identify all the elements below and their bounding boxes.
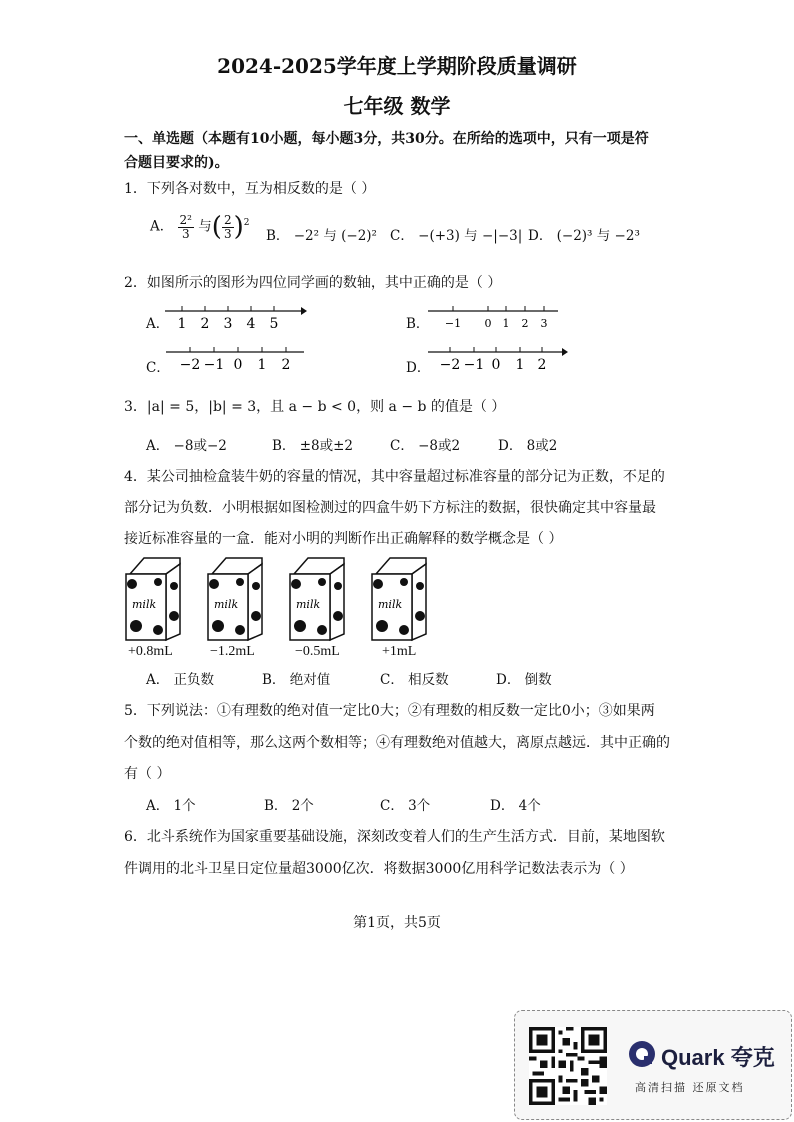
carton-value-1: +0.8mL (128, 644, 173, 659)
milk-carton-1 (124, 556, 186, 646)
tick-label: 3 (540, 317, 548, 330)
tick-label: 2 (281, 357, 291, 373)
q1-d-label: D． (528, 228, 553, 244)
carton-text: milk (378, 598, 403, 611)
tick-label: 4 (246, 316, 256, 332)
q2-b-label: B． (406, 316, 430, 332)
q6-line2: 件调用的北斗卫星日定位量超3000亿次．将数据3000亿用科学记数法表示为（ ） (124, 861, 634, 877)
q3-option-d: D． 8或2 (498, 438, 558, 454)
tick-label: 0 (233, 357, 243, 373)
carton-text: milk (132, 598, 157, 611)
axis-arrow (562, 348, 568, 356)
quark-tagline: 高清扫描 还原文档 (635, 1081, 745, 1094)
q1-a-exp: 2 (243, 218, 250, 228)
number-line-b (428, 303, 568, 337)
number-line-a (165, 303, 305, 337)
number-line-c (166, 344, 306, 378)
q1-a-label: A． (150, 218, 174, 235)
exam-subtitle: 七年级 数学 (343, 94, 451, 118)
quark-logo-icon (627, 1039, 657, 1073)
tick-label: 1 (502, 317, 510, 330)
q1-a-den2: 3 (223, 226, 232, 241)
q2-a-label: A． (146, 316, 170, 332)
carton-text: milk (296, 598, 321, 611)
tick-label: −1 (463, 357, 485, 373)
q3-option-b: B． ±8或±2 (272, 438, 354, 454)
q2-stem: 2．如图所示的图形为四位同学画的数轴，其中正确的是（ ） (124, 275, 502, 291)
milk-carton-4 (370, 556, 432, 646)
tick-label: −2 (179, 357, 201, 373)
q1-a-num2: 2 (223, 212, 232, 227)
q1-a-den: 3 (181, 226, 190, 241)
q2-c-label: C． (146, 360, 170, 376)
tick-label: 3 (223, 316, 233, 332)
q1-b-label: B． (266, 228, 290, 244)
q4-line3: 接近标准容量的一盒．能对小明的判断作出正确解释的数学概念是（ ） (124, 531, 563, 547)
tick-label: −2 (439, 357, 461, 373)
q6-line1: 6．北斗系统作为国家重要基础设施，深刻改变着人们的生产生活方式．目前，某地图软 (124, 829, 665, 845)
q5-option-a: A． 1个 (146, 798, 196, 814)
tick-label: 0 (491, 357, 501, 373)
q3-option-c: C． −8或2 (390, 438, 461, 454)
tick-label: −1 (203, 357, 225, 373)
q4-option-c: C． 相反数 (380, 672, 449, 688)
exam-title: 2024-2025学年度上学期阶段质量调研 (217, 54, 577, 78)
q5-line1: 5．下列说法：①有理数的绝对值一定比0大；②有理数的相反数一定比0小；③如果两 (124, 703, 655, 719)
q4-option-b: B． 绝对值 (262, 672, 331, 688)
q5-option-c: C． 3个 (380, 798, 431, 814)
q4-line2: 部分记为负数．小明根据如图检测过的四盒牛奶下方标注的数据，很快确定其中容量最 (124, 500, 656, 516)
q1-option-b (266, 224, 377, 244)
q1-option-c (390, 224, 522, 244)
q3-stem: 3．|a| = 5，|b| = 3，且 a − b < 0，则 a − b 的值是（ ） (124, 399, 506, 415)
q1-option-a: A． $\frac{\text{2²}}{3}$ 与( $\frac{2}{3}$ )$^2$ (150, 212, 250, 242)
q5-option-b: B． 2个 (264, 798, 314, 814)
axis-arrow (301, 307, 307, 315)
qr-code-icon[interactable] (529, 1027, 607, 1105)
tick-label: 2 (200, 316, 210, 332)
q1-c-expr: −(+3) 与 −|−3| (418, 228, 523, 244)
milk-carton-3 (288, 556, 350, 646)
tick-label: 5 (269, 316, 279, 332)
q1-a-mid: 与 (198, 218, 212, 235)
q5-option-d: D． 4个 (490, 798, 541, 814)
q5-line3: 有（ ） (124, 766, 171, 782)
scan-watermark-card[interactable] (514, 1010, 792, 1120)
q4-line1: 4．某公司抽检盒装牛奶的容量的情况，其中容量超过标准容量的部分记为正数，不足的 (124, 469, 665, 485)
number-line-d (428, 344, 573, 378)
q2-d-label: D． (406, 360, 431, 376)
q1-option-d (528, 224, 640, 244)
page-footer: 第1页，共5页 (353, 915, 441, 931)
q1-stem: 1．下列各对数中，互为相反数的是（ ） (124, 181, 376, 197)
q4-option-a: A． 正负数 (146, 672, 215, 688)
q4-option-d: D． 倒数 (496, 672, 552, 688)
carton-value-4: +1mL (382, 644, 417, 659)
q1-b-expr: −2² 与 (−2)² (293, 228, 377, 244)
q1-c-label: C． (390, 228, 414, 244)
section-heading-line2: 合题目要求的)。 (124, 155, 229, 171)
carton-value-2: −1.2mL (210, 644, 255, 659)
carton-value-3: −0.5mL (295, 644, 340, 659)
q1-d-expr: (−2)³ 与 −2³ (556, 228, 640, 244)
q3-option-a: A． −8或−2 (146, 438, 227, 454)
tick-label: 2 (521, 317, 529, 330)
q5-line2: 个数的绝对值相等，那么这两个数相等；④有理数绝对值越大，离原点越远．其中正确的 (124, 735, 670, 751)
tick-label: 0 (484, 317, 492, 330)
carton-text: milk (214, 598, 239, 611)
section-heading-line1: 一、单选题（本题有10小题，每小题3分，共30分。在所给的选项中，只有一项是符 (124, 131, 649, 147)
tick-label: 1 (257, 357, 267, 373)
q1-a-num: 2² (179, 212, 192, 227)
tick-label: 1 (177, 316, 187, 332)
tick-label: 1 (515, 357, 525, 373)
tick-label: −1 (444, 317, 462, 330)
tick-label: 2 (537, 357, 547, 373)
milk-carton-2 (206, 556, 268, 646)
quark-brand: Quark 夸克 (661, 1045, 775, 1070)
